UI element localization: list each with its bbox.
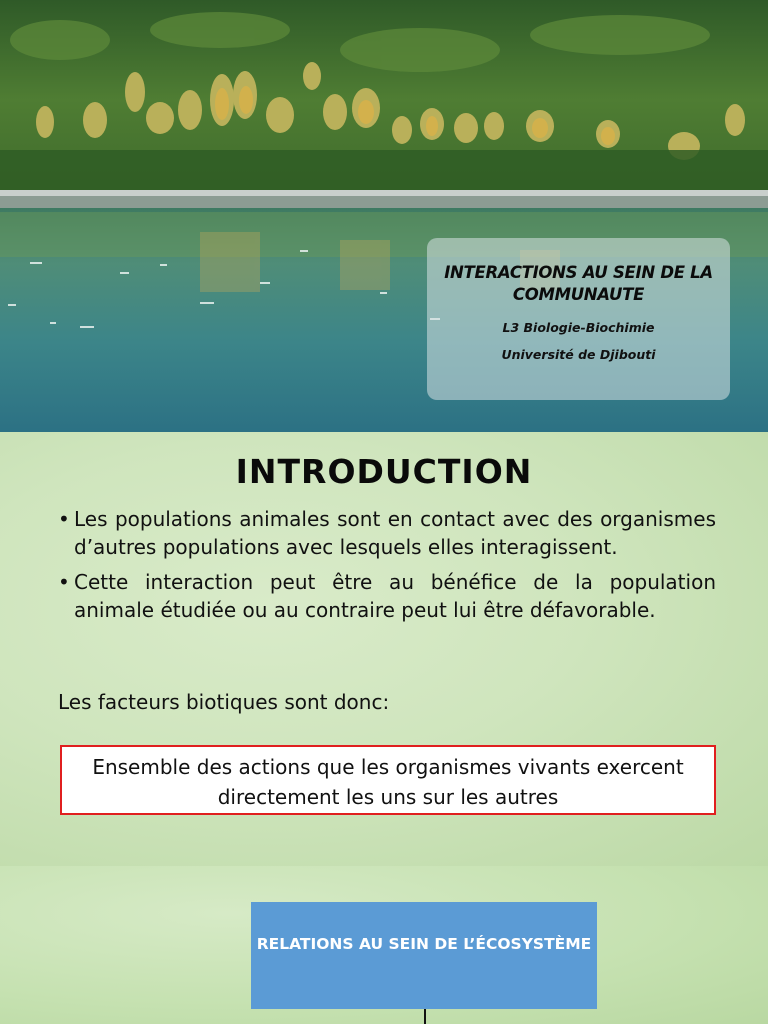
presentation-title: INTERACTIONS AU SEIN DE LA COMMUNAUTE [444, 263, 713, 304]
definition-box: Ensemble des actions que les organismes vivants exercent directement les uns sur les autres [60, 745, 716, 815]
university-label: Université de Djibouti [501, 347, 656, 362]
bullet-dot-icon: • [58, 570, 70, 594]
relations-slide [0, 866, 768, 1024]
bullet-list [58, 505, 716, 631]
introduction-slide [0, 432, 768, 866]
title-box [427, 238, 730, 400]
bullet-item [58, 505, 716, 561]
bullet-dot-icon: • [58, 507, 70, 531]
relations-box: RELATIONS AU SEIN DE L’ÉCOSYSTÈME [251, 902, 597, 1009]
bullet-text: Cette interaction peut être au bénéfice de la population animale étudiée ou au contraire peut lui être défavorable. [74, 570, 716, 622]
bullet-text: Les populations animales sont en contact avec des organismes d’autres populations avec lesquels elles interagissent. [74, 507, 716, 559]
course-label: L3 Biologie-Biochimie [502, 320, 655, 335]
biotic-factors-lead: Les facteurs biotiques sont donc: [58, 690, 390, 714]
introduction-heading: INTRODUCTION [235, 452, 533, 491]
connector-line [424, 1009, 426, 1024]
title-slide [0, 0, 768, 432]
bullet-item [58, 568, 716, 624]
